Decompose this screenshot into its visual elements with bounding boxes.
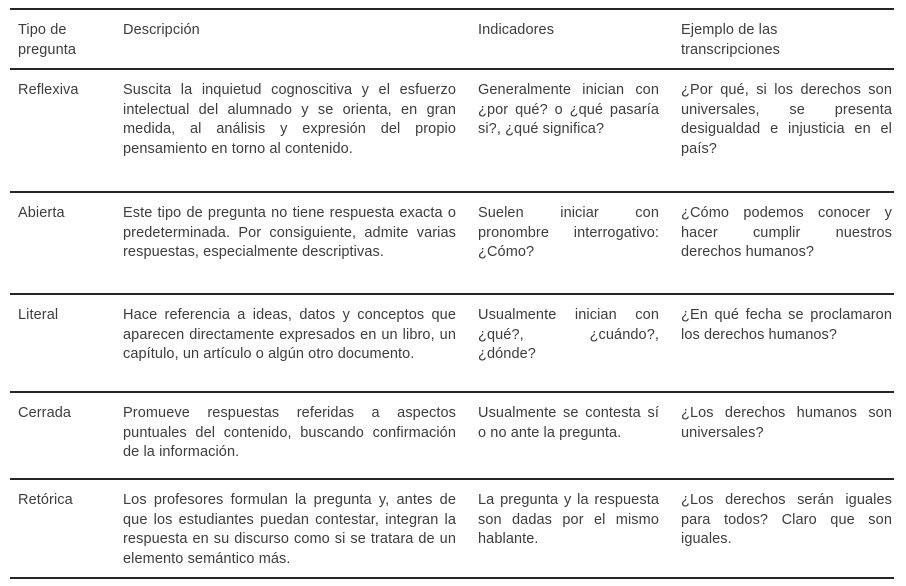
- example-cell: ¿Cómo podemos conocer y hacer cumplir nuestros derechos humanos?: [673, 192, 894, 294]
- description-cell: Suscita la inquietud cognoscitiva y el esfuerzo intelectual del alumnado y se orienta, en gran medida, al análisis y expresión del propio pensamiento en torno al contenido.: [115, 69, 470, 192]
- header-question-type: [10, 9, 115, 69]
- question-type-cell: Retórica: [10, 479, 115, 578]
- table-row: [10, 69, 894, 192]
- table-row: [10, 192, 894, 294]
- indicators-cell: Usualmente inician con ¿qué?, ¿cuándo?, ¿dónde?: [470, 294, 673, 392]
- table-row: [10, 392, 894, 479]
- table-row: [10, 479, 894, 578]
- header-example: [673, 9, 894, 69]
- question-type-cell: Cerrada: [10, 392, 115, 479]
- question-types-table: [10, 8, 894, 579]
- description-cell: Los profesores formulan la pregunta y, antes de que los estudiantes puedan contestar, integran la respuesta en su discurso como si se tratara de un elemento semántico más.: [115, 479, 470, 578]
- example-cell: ¿En qué fecha se proclamaron los derechos humanos?: [673, 294, 894, 392]
- indicators-cell: Suelen iniciar con pronombre interrogativo: ¿Cómo?: [470, 192, 673, 294]
- description-cell: Hace referencia a ideas, datos y conceptos que aparecen directamente expresados en un libro, un capítulo, un artículo o algún otro documento.: [115, 294, 470, 392]
- example-cell: ¿Por qué, si los derechos son universales, se presenta desigualdad e injusticia en el país?: [673, 69, 894, 192]
- header-indicators: [470, 9, 673, 69]
- question-type-cell: Literal: [10, 294, 115, 392]
- header-indicators-label: Indicadores: [478, 22, 555, 38]
- indicators-cell: La pregunta y la respuesta son dadas por el mismo hablante.: [470, 479, 673, 578]
- description-cell: Este tipo de pregunta no tiene respuesta exacta o predeterminada. Por consiguiente, admite varias respuestas, especialmente descriptivas.: [115, 192, 470, 294]
- indicators-cell: Usualmente se contesta sí o no ante la pregunta.: [470, 392, 673, 479]
- example-cell: ¿Los derechos humanos son universales?: [673, 392, 894, 479]
- example-cell: ¿Los derechos serán iguales para todos? Claro que son iguales.: [673, 479, 894, 578]
- header-example-label: Ejemplo de las transcripciones: [681, 22, 781, 58]
- table-row: [10, 294, 894, 392]
- question-type-cell: Reflexiva: [10, 69, 115, 192]
- header-description-label: Descripción: [123, 22, 200, 38]
- indicators-cell: Generalmente inician con ¿por qué? o ¿qué pasaría si?, ¿qué significa?: [470, 69, 673, 192]
- question-type-cell: Abierta: [10, 192, 115, 294]
- header-description: [115, 9, 470, 69]
- description-cell: Promueve respuestas referidas a aspectos puntuales del contenido, buscando confirmación de la información.: [115, 392, 470, 479]
- header-question-type-label: Tipo de pregunta: [18, 22, 77, 58]
- header-row: [10, 9, 894, 69]
